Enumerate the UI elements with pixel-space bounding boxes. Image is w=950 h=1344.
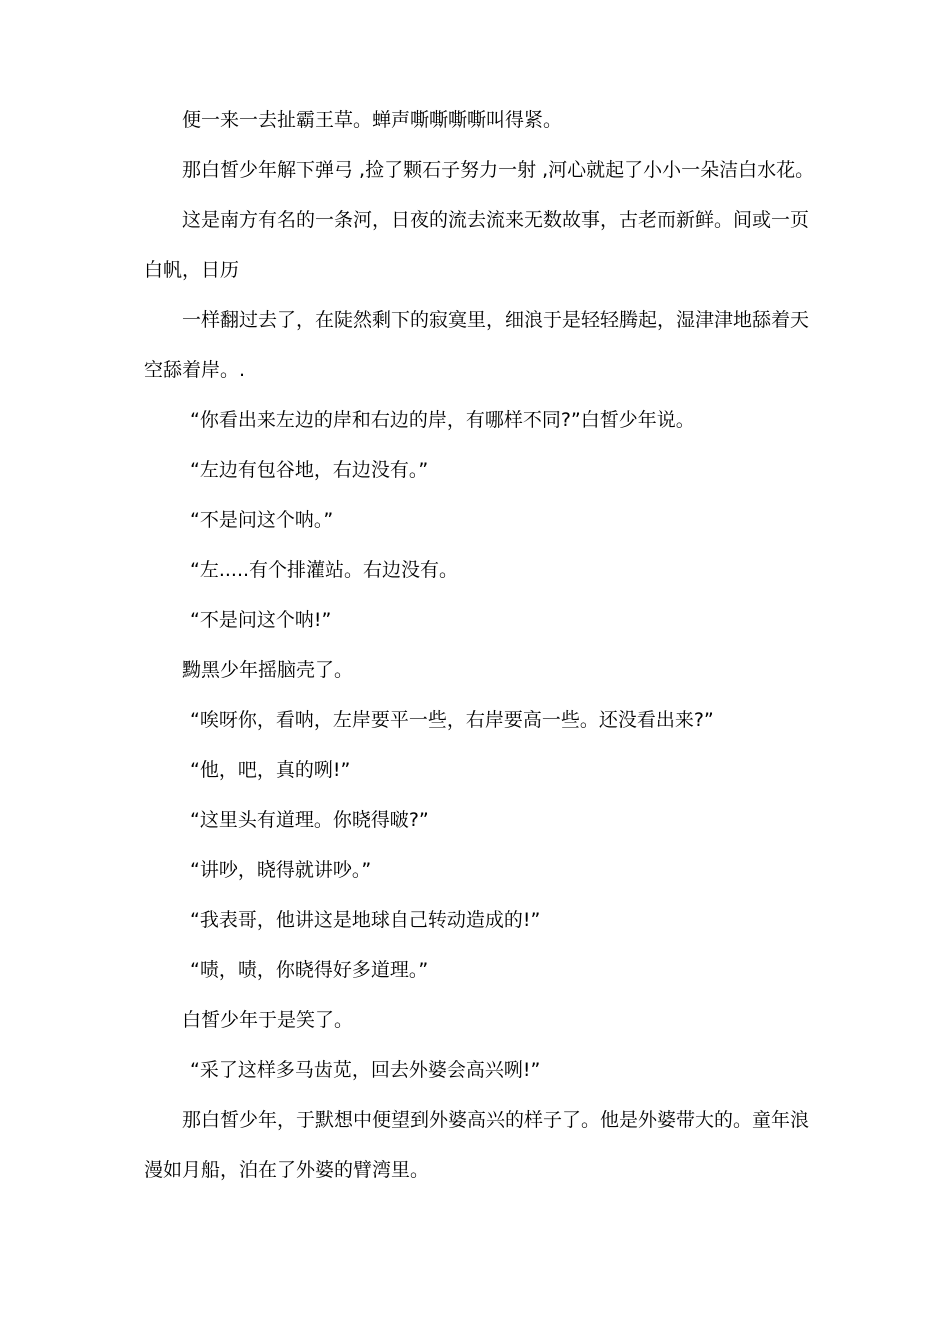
dialogue-line: “讲吵，晓得就讲吵。” (190, 859, 372, 881)
paragraph-line: 黝黑少年摇脑壳了。 (182, 659, 354, 681)
paragraph-line: 那白皙少年，于默想中便望到外婆高兴的样子了。他是外婆带大的。童年浪 (182, 1109, 810, 1131)
dialogue-line: “你看出来左边的岸和右边的岸，有哪样不同?”白皙少年说。 (190, 409, 695, 431)
paragraph-line: 那白皙少年解下弹弓 ,捡了颗石子努力一射 ,河心就起了小小一朵洁白水花。 (182, 159, 815, 181)
dialogue-line: “啧，啧，你晓得好多道理。” (190, 959, 429, 981)
dialogue-line: “左.....有个排灌站。右边没有。 (190, 559, 459, 581)
dialogue-line: “采了这样多马齿苋，回去外婆会高兴咧!” (190, 1059, 541, 1081)
dialogue-line: “我表哥，他讲这是地球自己转动造成的!” (190, 909, 541, 931)
dialogue-line: “不是问这个呐。” (190, 509, 334, 531)
dialogue-line: “不是问这个呐!” (190, 609, 332, 631)
dialogue-line: “他，吧，真的咧!” (190, 759, 351, 781)
paragraph-line: 便一来一去扯霸王草。蝉声嘶嘶嘶嘶叫得紧。 (182, 109, 563, 131)
paragraph-line: 白皙少年于是笑了。 (182, 1009, 354, 1031)
paragraph-line: 白帆，日历 (144, 259, 240, 281)
paragraph-line: 空舔着岸。. (144, 359, 246, 381)
paragraph-line: 这是南方有名的一条河，日夜的流去流来无数故事，古老而新鲜。间或一页 (182, 209, 810, 231)
dialogue-line: “左边有包谷地，右边没有。” (190, 459, 429, 481)
paragraph-line: 漫如月船，泊在了外婆的臂湾里。 (144, 1159, 430, 1181)
dialogue-line: “唉呀你，看呐，左岸要平一些，右岸要高一些。还没看出来?” (190, 709, 714, 731)
dialogue-line: “这里头有道理。你晓得啵?” (190, 809, 429, 831)
paragraph-line: 一样翻过去了，在陡然剩下的寂寞里，细浪于是轻轻腾起，湿津津地舔着天 (182, 309, 810, 331)
